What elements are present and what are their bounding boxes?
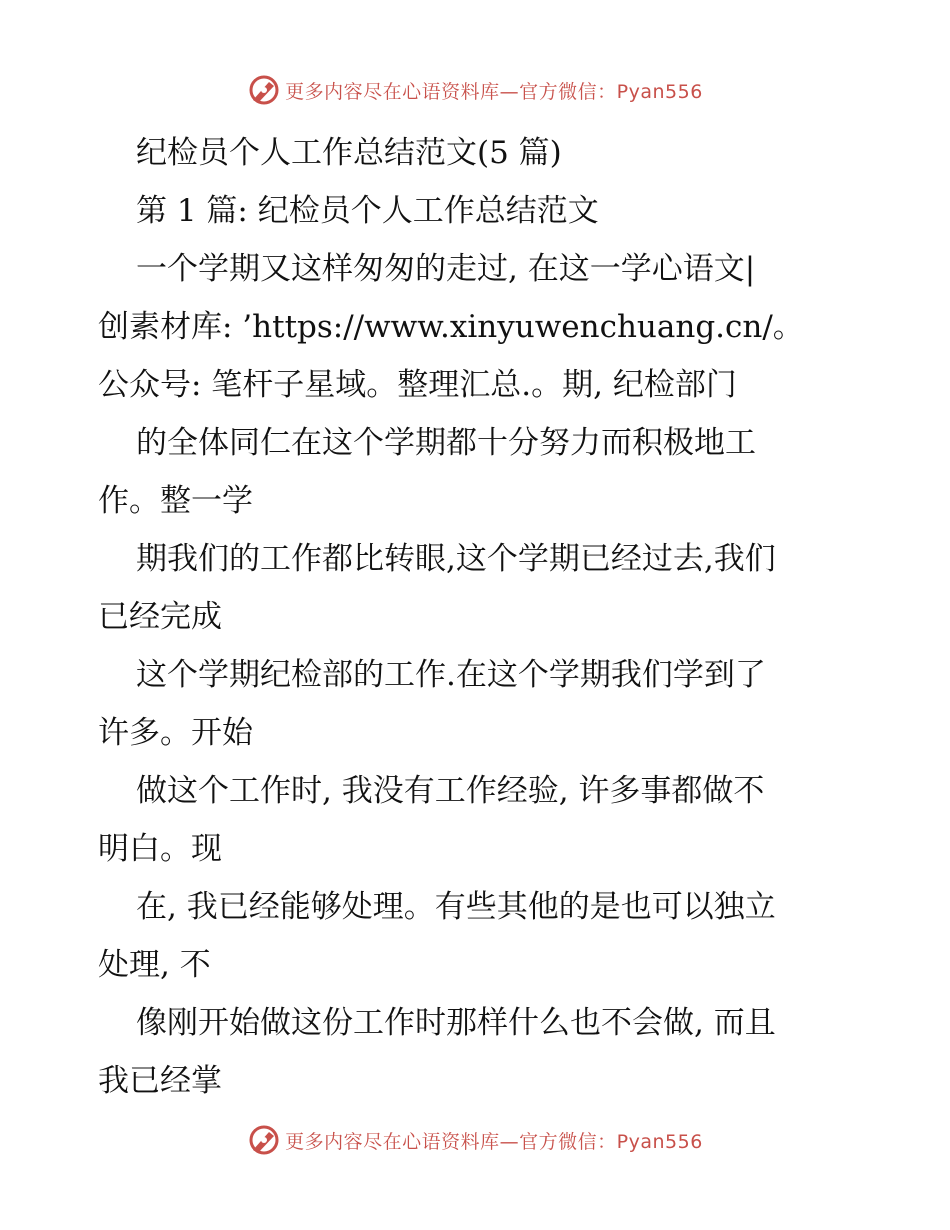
paragraph-line: 许多。开始: [98, 715, 253, 751]
banner-text: 更多内容尽在心语资料库—官方微信：Pyan556: [285, 1130, 703, 1153]
paragraph-line: 像刚开始做这份工作时那样什么也不会做, 而且: [136, 1005, 776, 1041]
pen-circle-logo-icon: [247, 73, 281, 107]
paragraph-line: 作。整一学: [98, 483, 253, 519]
paragraph-line: 的全体同仁在这个学期都十分努力而积极地工: [136, 425, 756, 461]
paragraph-line: 明白。现: [98, 831, 222, 867]
paragraph-line: 公众号: 笔杆子星域。整理汇总.。期, 纪检部门: [98, 367, 737, 403]
paragraph-line: 创素材库: ’https://www.xinyuwenchuang.cn/。: [98, 309, 804, 345]
paragraph-line: 处理, 不: [98, 947, 211, 983]
document-title: 纪检员个人工作总结范文(5 篇): [136, 135, 562, 171]
section-heading: 第 1 篇: 纪检员个人工作总结范文: [136, 193, 599, 229]
header-banner: [0, 70, 950, 110]
banner-text: 更多内容尽在心语资料库—官方微信：Pyan556: [285, 80, 703, 103]
paragraph-line: 已经完成: [98, 599, 222, 635]
footer-banner: [0, 1120, 950, 1160]
paragraph-line: 期我们的工作都比转眼,这个学期已经过去,我们: [136, 541, 776, 577]
document-body: [98, 124, 858, 1110]
pen-circle-logo-icon: [247, 1123, 281, 1157]
paragraph-line: 一个学期又这样匆匆的走过, 在这一学心语文|: [136, 251, 756, 287]
paragraph-line: 做这个工作时, 我没有工作经验, 许多事都做不: [136, 773, 765, 809]
paragraph-line: 在, 我已经能够处理。有些其他的是也可以独立: [136, 889, 776, 925]
paragraph-line: 这个学期纪检部的工作.在这个学期我们学到了: [136, 657, 766, 693]
paragraph-line: 我已经掌: [98, 1063, 222, 1099]
